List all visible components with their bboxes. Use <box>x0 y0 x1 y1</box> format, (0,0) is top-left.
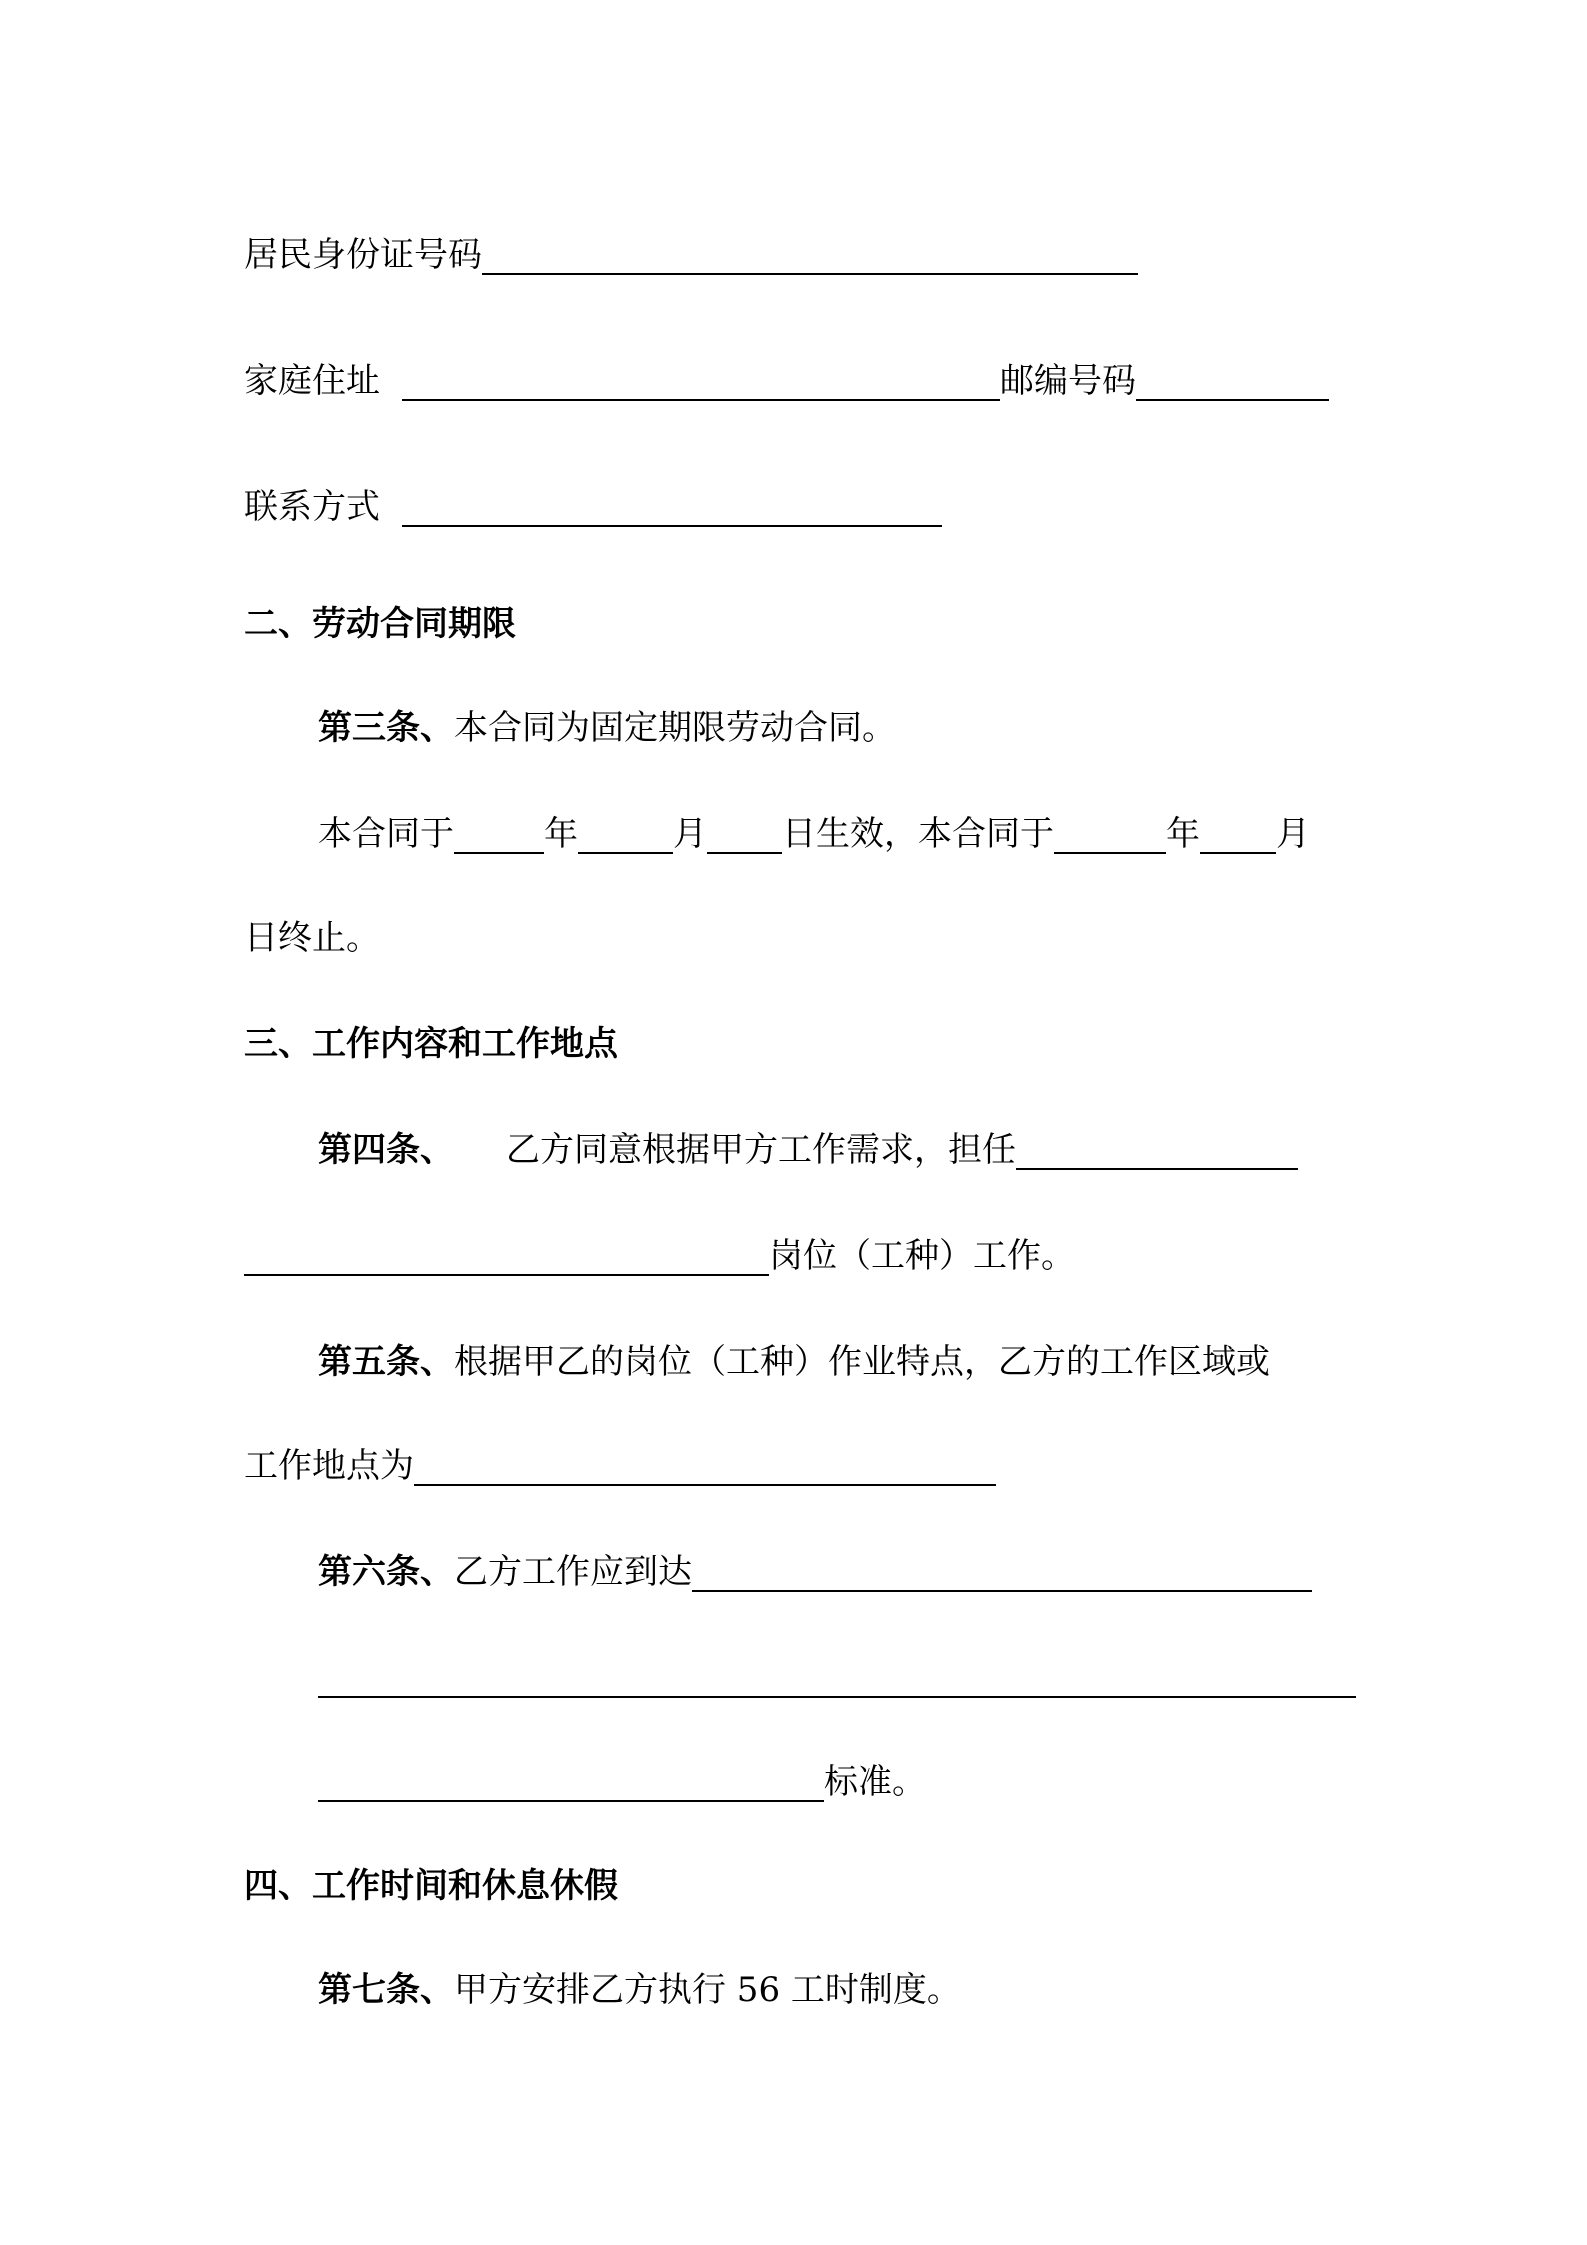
address-line <box>244 361 1329 401</box>
article-6-blank-3[interactable] <box>318 1766 824 1802</box>
section-2-heading: 二、劳动合同期限 <box>244 604 516 644</box>
work-location-blank[interactable] <box>414 1450 996 1486</box>
article-4-tail: 岗位（工种）工作。 <box>769 1236 1075 1276</box>
article-6-text: 乙方工作应到达 <box>454 1552 692 1592</box>
article-7-label: 第七条、 <box>318 1970 454 2010</box>
postcode-label: 邮编号码 <box>1000 361 1136 401</box>
end-month-blank[interactable] <box>1200 818 1276 854</box>
article-4-text: 乙方同意根据甲方工作需求，担任 <box>506 1130 1016 1170</box>
start-day-blank[interactable] <box>707 818 782 854</box>
article-5 <box>318 1342 1270 1382</box>
start-month-blank[interactable] <box>578 818 673 854</box>
article-5-cont <box>244 1446 996 1486</box>
article-5-tail: 工作地点为 <box>244 1446 414 1486</box>
section-3-heading: 三、工作内容和工作地点 <box>244 1024 618 1064</box>
section-4-heading: 四、工作时间和休息休假 <box>244 1866 618 1906</box>
end-year-blank[interactable] <box>1054 818 1166 854</box>
id-number-blank[interactable] <box>482 239 1138 275</box>
contact-blank[interactable] <box>402 491 942 527</box>
article-6-cont-2 <box>318 1762 926 1802</box>
article-4-blank-1[interactable] <box>1016 1134 1298 1170</box>
address-blank[interactable] <box>402 365 1000 401</box>
start-year-blank[interactable] <box>454 818 544 854</box>
article-6 <box>318 1552 1312 1592</box>
article-6-blank-2[interactable] <box>318 1662 1356 1698</box>
contact-line <box>244 487 942 527</box>
article-3-text: 本合同为固定期限劳动合同。 <box>454 708 896 748</box>
term-prefix: 本合同于 <box>318 814 454 854</box>
article-4-label: 第四条、 <box>318 1130 454 1170</box>
start-year-label: 年 <box>544 814 578 854</box>
id-number-label: 居民身份证号码 <box>244 235 482 275</box>
article-4 <box>318 1130 1298 1170</box>
start-month-label: 月 <box>673 814 707 854</box>
postcode-blank[interactable] <box>1136 365 1329 401</box>
article-4-blank-2[interactable] <box>244 1240 769 1276</box>
article-6-blank-1[interactable] <box>692 1556 1312 1592</box>
article-5-label: 第五条、 <box>318 1342 454 1382</box>
end-month-label: 月 <box>1276 814 1310 854</box>
contact-label: 联系方式 <box>244 487 380 527</box>
article-6-tail: 标准。 <box>824 1762 926 1802</box>
article-7-text: 甲方安排乙方执行 56 工时制度。 <box>454 1970 961 2010</box>
id-number-line <box>244 235 1138 275</box>
address-label: 家庭住址 <box>244 361 380 401</box>
article-5-text: 根据甲乙的岗位（工种）作业特点，乙方的工作区域或 <box>454 1342 1270 1382</box>
article-3 <box>318 708 896 748</box>
term-end-text: 日终止。 <box>244 918 380 958</box>
term-line <box>318 814 1310 854</box>
effective-text: 日生效，本合同于 <box>782 814 1054 854</box>
article-3-label: 第三条、 <box>318 708 454 748</box>
article-4-cont <box>244 1236 1075 1276</box>
article-7 <box>318 1970 961 2010</box>
article-6-label: 第六条、 <box>318 1552 454 1592</box>
article-6-cont-1 <box>318 1658 1356 1698</box>
end-year-label: 年 <box>1166 814 1200 854</box>
